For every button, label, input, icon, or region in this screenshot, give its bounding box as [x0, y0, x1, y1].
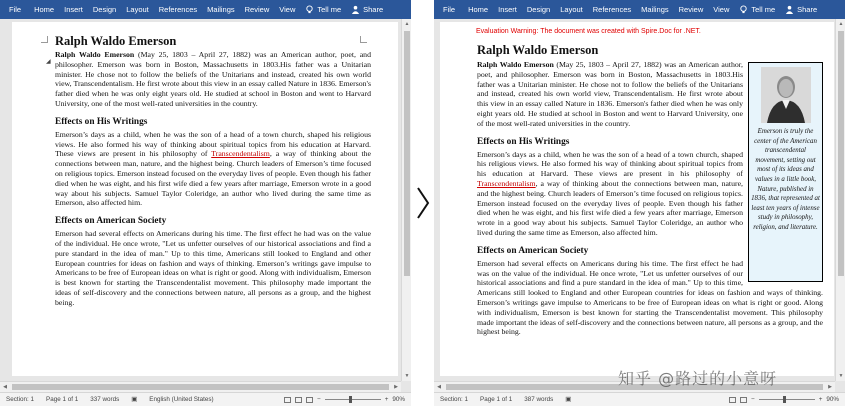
- scroll-down-icon[interactable]: ▼: [838, 373, 844, 379]
- status-words[interactable]: 387 words: [524, 396, 554, 403]
- emerson-portrait: [761, 67, 811, 123]
- zoom-knob[interactable]: [783, 396, 786, 403]
- print-layout-icon[interactable]: [740, 397, 747, 403]
- scroll-thumb[interactable]: [838, 31, 844, 276]
- portrait-image: [761, 67, 811, 123]
- tab-design[interactable]: Design: [526, 5, 551, 14]
- status-language[interactable]: English (United States): [149, 396, 214, 403]
- read-mode-icon[interactable]: [284, 397, 291, 403]
- zoom-control: [284, 393, 405, 406]
- scroll-up-icon[interactable]: ▲: [838, 21, 844, 27]
- heading-society: Effects on American Society: [55, 216, 167, 227]
- tab-view[interactable]: View: [713, 5, 730, 14]
- proofing-icon[interactable]: ▣: [565, 396, 572, 403]
- portrait-textbox[interactable]: [748, 62, 823, 282]
- tab-mailings[interactable]: Mailings: [641, 5, 669, 14]
- society-paragraph: Emerson had several effects on Americans during his time. The first effect he had was on the value of the individual. He once wrote, "Let us unfetter ourselves of our historical associations and find a pure standard in the idea of man." Up to this time, Americans still looked to England and other European countries for ideas on fashion and ways of thinking. Emerson’s writings gave impulse to Americans to be free of European ideas on what is right or good. Along with individualism, Emerson is best known for starting the Transcendentalist movement. This philosophy made important the ideas of self-discovery and the connections between nature, all persons as a group, and the highest being.: [55, 229, 371, 307]
- zoom-in-icon[interactable]: +: [384, 396, 389, 403]
- scroll-down-icon[interactable]: ▼: [404, 373, 410, 379]
- tell-me-search[interactable]: [300, 5, 346, 14]
- scroll-right-icon[interactable]: ▶: [828, 384, 832, 390]
- share-label: Share: [363, 5, 384, 14]
- ribbon-tabs: [0, 0, 411, 19]
- status-section[interactable]: Section: 1: [6, 396, 35, 403]
- vertical-scrollbar[interactable]: [401, 19, 411, 381]
- society-paragraph: Emerson had several effects on Americans during his time. The first effect he had was on the value of the individual. He once wrote, "Let us unfetter ourselves of our historical associations and find a pure standard in the idea of man." Up to this time, Americans still looked to England and other European countries for ideas on fashion and ways of thinking. Emerson’s writings gave impulse to Americans to be free of European ideas on what is right or good. Along with individualism, Emerson is best known for starting the Transcendentalist movement. This philosophy made important the ideas of self-discovery and the connections between nature, all persons as a group, and the highest being.: [477, 258, 823, 337]
- tell-me-label: Tell me: [751, 5, 776, 14]
- proofing-icon[interactable]: ▣: [131, 396, 138, 403]
- tab-file[interactable]: File: [443, 5, 456, 14]
- tab-mailings[interactable]: Mailings: [207, 5, 235, 14]
- zoom-slider[interactable]: [325, 399, 381, 400]
- portrait-caption: Emerson is truly the center of the American transcendental movement, setting out most of its ideas and values in a little book, Nature, published in 1836, that represented at least ten years of intense study in philosophy, religion, and literature.: [751, 128, 820, 231]
- transcendentalism-link: Transcendentalism: [211, 149, 270, 159]
- collapse-heading-icon[interactable]: ◢: [46, 59, 51, 65]
- tab-layout[interactable]: Layout: [126, 5, 149, 14]
- zoom-out-icon[interactable]: −: [751, 396, 755, 403]
- status-bar: [434, 392, 845, 406]
- document-body: [477, 43, 823, 337]
- writings-text-1: Emerson’s days as a child, when he was the son of a head of a town church, shaped his religious views. He also formed his way of thinking about spiritual topics from his education at Harvard. These views are present in his philosophy of: [477, 149, 743, 179]
- zoom-knob[interactable]: [349, 396, 352, 403]
- intro-text: (May 25, 1803 – April 27, 1882) was an American author, poet, and philosopher. Emerson was born in Boston, Massachusetts in 1803.His father was a Unitarian minister. He chose not to follow the beliefs of the Unitarians and instead, created his own world view, Transcendentalism. He first wrote about this view in an essay called Nature in 1836. Emerson's father died when he was only eight years old. He studied at school in Boston and went to Harvard University, one of the most well-rated universities in the country.: [477, 60, 743, 128]
- heading-writings: Effects on His Writings: [55, 116, 148, 127]
- tell-me-search[interactable]: [734, 5, 780, 14]
- tab-references[interactable]: References: [592, 5, 632, 14]
- zoom-level[interactable]: 90%: [826, 396, 839, 403]
- tab-references[interactable]: References: [158, 5, 198, 14]
- result-document-window: [434, 0, 845, 406]
- document-title: Ralph Waldo Emerson: [55, 34, 177, 48]
- writings-paragraph: [55, 130, 371, 208]
- scroll-left-icon[interactable]: ◀: [437, 384, 441, 390]
- tab-review[interactable]: Review: [678, 5, 704, 14]
- evaluation-warning: Evaluation Warning: The document was created with Spire.Doc for .NET.: [476, 28, 701, 35]
- original-document-window: [0, 0, 411, 406]
- status-page[interactable]: Page 1 of 1: [46, 396, 79, 403]
- person-icon: [351, 5, 360, 14]
- chevron-right-icon: [416, 186, 430, 220]
- intro-name: Ralph Waldo Emerson: [55, 50, 135, 59]
- zoom-level[interactable]: 90%: [392, 396, 405, 403]
- writings-text-1: Emerson’s days as a child, when he was the son of a head of a town church, shaped his religious views. He also formed his way of thinking about spiritual topics from his education at Harvard. These views are present in his philosophy of: [55, 129, 371, 159]
- intro-text: (May 25, 1803 – April 27, 1882) was an American author, poet, and philosopher. Emerson was born in Boston, Massachusetts in 1803.His father was a Unitarian minister. He chose not to follow the beliefs of the Unitarians and instead, created his own world view, Transcendentalism. He first wrote about this view in an essay called Nature in 1836. Emerson's father died when he was only eight years old. He studied at school in Boston and went to Harvard University, one of the most well-rated universities in the country.: [55, 50, 371, 108]
- scroll-right-icon[interactable]: ▶: [394, 384, 398, 390]
- tab-insert[interactable]: Insert: [64, 5, 83, 14]
- print-layout-icon[interactable]: [295, 397, 302, 403]
- intro-name: Ralph Waldo Emerson: [477, 60, 554, 69]
- document-page[interactable]: [440, 22, 834, 376]
- share-button[interactable]: [780, 5, 822, 14]
- status-bar: [0, 392, 411, 406]
- margin-corner-mark: [41, 36, 48, 43]
- transform-arrow: [411, 0, 434, 406]
- zoom-in-icon[interactable]: +: [818, 396, 823, 403]
- scroll-up-icon[interactable]: ▲: [404, 21, 410, 27]
- transcendentalism-link: Transcendentalism: [477, 178, 536, 188]
- vertical-scrollbar[interactable]: [835, 19, 845, 381]
- zoom-out-icon[interactable]: −: [317, 396, 321, 403]
- intro-paragraph: [55, 50, 371, 109]
- scroll-thumb[interactable]: [404, 31, 410, 276]
- horizontal-scrollbar[interactable]: [0, 381, 401, 392]
- document-page[interactable]: [12, 22, 398, 376]
- person-icon: [785, 5, 794, 14]
- watermark-text: 知乎 @路过的小意呀: [618, 369, 778, 388]
- status-words[interactable]: 337 words: [90, 396, 120, 403]
- zoom-slider[interactable]: [759, 399, 815, 400]
- tab-file[interactable]: File: [9, 5, 22, 14]
- tell-me-label: Tell me: [317, 5, 342, 14]
- hscroll-thumb[interactable]: [12, 384, 389, 390]
- tab-design[interactable]: Design: [92, 5, 117, 14]
- tab-home[interactable]: Home: [468, 5, 489, 14]
- lightbulb-icon: [739, 5, 748, 14]
- tab-layout[interactable]: Layout: [560, 5, 583, 14]
- status-section[interactable]: Section: 1: [440, 396, 469, 403]
- scroll-left-icon[interactable]: ◀: [3, 384, 7, 390]
- lightbulb-icon: [305, 5, 314, 14]
- read-mode-icon[interactable]: [729, 397, 736, 403]
- writings-text-2: , a way of thinking about the connections between man, nature, and the highest being. Church leaders of Emerson’s time focused on religious topics. Emerson instead focused on the everyday lives of people. Even though his father died when he was eight, and his first wife died a few years after marriage, Emerson wrote in a good way about his subjects. Samuel Taylor Coleridge, an author who lived during the same time as Emerson, also affected him.: [477, 178, 743, 237]
- writings-text-2: , a way of thinking about the connections between man, nature, and the highest being. Church leaders of Emerson’s time focused on religious topics. Emerson instead focused on the everyday lives of people. Even though his father died when he was eight, and his first wife died a few years after marriage, Emerson wrote in a good way about his subjects. Samuel Taylor Coleridge, an author who lived during the same time as Emerson, also affected him.: [55, 149, 371, 208]
- share-label: Share: [797, 5, 818, 14]
- tab-review[interactable]: Review: [244, 5, 270, 14]
- tab-home[interactable]: Home: [34, 5, 55, 14]
- heading-writings: Effects on His Writings: [477, 136, 570, 147]
- document-body: [55, 34, 371, 308]
- tab-insert[interactable]: Insert: [498, 5, 517, 14]
- status-page[interactable]: Page 1 of 1: [480, 396, 513, 403]
- document-title: Ralph Waldo Emerson: [477, 43, 599, 57]
- tab-view[interactable]: View: [279, 5, 296, 14]
- share-button[interactable]: [346, 5, 388, 14]
- web-layout-icon[interactable]: [306, 397, 313, 403]
- ribbon-tabs: [434, 0, 845, 19]
- heading-society: Effects on American Society: [477, 245, 589, 256]
- zoom-control: [729, 393, 839, 406]
